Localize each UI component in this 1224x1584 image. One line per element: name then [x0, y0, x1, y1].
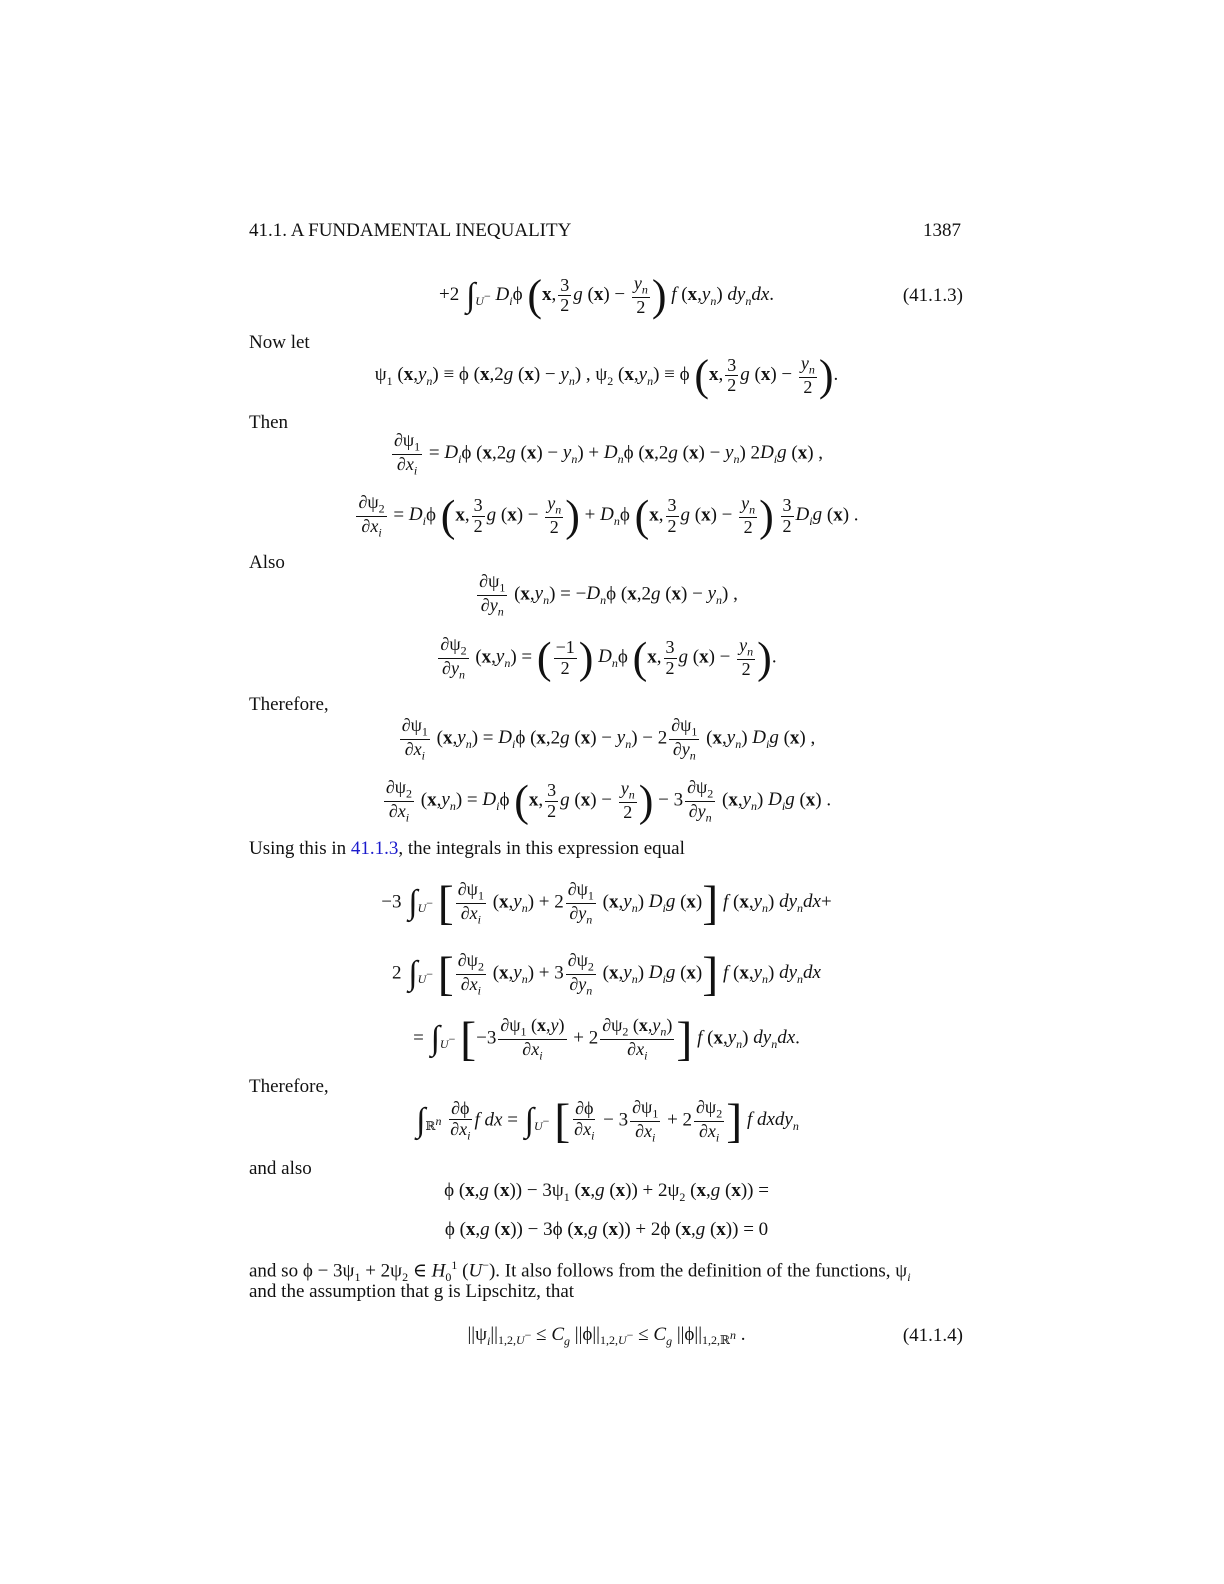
equation-integral-1: −3 $\int_{U^-}$ [ $\frac{\partial\psi_1}{\partial x_i}$ $(x,y_n) + 2$ $\frac{\partial\psi_1}{\partial y_n}$ $(x,y_n)$ $D_ig$ (x)] f $(x,y_n)$ $dy_ndx+$ — [381, 876, 832, 930]
equation-dpsi2-dyn: $\frac{\partial\psi_2}{\partial y_n}$ $(x,y_n)$ = ( $\frac{-1}{2}$ ) $D_n\phi$ (x, $\frac{3}{2}$ g (x) − $\frac{y_n}{2}$ ). — [440, 633, 777, 683]
text-therefore-1: Therefore, — [249, 694, 329, 715]
text-now-let: Now let — [249, 332, 310, 353]
equation-therefore-integral: $\int_{ℝ^n}$ $\frac{\partial\phi}{\partial x_i}$ f dx = $\int_{U^-}$ [ $\frac{\partial\phi}{\partial x_i}$ − 3 $\frac{\partial\psi_1}{\partial x_i}$ + 2 $\frac{\partial\psi_2}{\partial x_i}$ ] f dxdy$_n$ — [416, 1094, 799, 1148]
text-also: Also — [249, 552, 285, 573]
text-and-also: and also — [249, 1158, 312, 1179]
equation-reference-link[interactable]: 41.1.3 — [350, 838, 399, 859]
equation-therefore-psi2: $\frac{\partial\psi_2}{\partial x_i}$ $(x,y_n) = D_i\phi$ (x, $\frac{3}{2}$ g (x) − $\frac{y_n}{2}$ ) − 3 $\frac{\partial\psi_2}{\partial y_n}$ $(x,y_n)$ $D_ig$ (x) . — [385, 776, 832, 826]
equation-psi-definitions: $\psi_1$ $(x,y_n) \equiv \phi$ (x,2g $(x) - y_n$) , $\psi_2$ $(x,y_n) \equiv \phi$ (x, $\frac{3}{2}$ g (x) − $\frac{y_n}{2}$ ). — [374, 351, 839, 401]
text-using-this: Using this in 41.1.3, the integrals in this expression equal — [249, 838, 685, 859]
equation-dpsi1-dyn: $\frac{\partial\psi_1}{\partial y_n}$ $(x,y_n) = -D_n\phi$ (x,2g $(x) - y_n$) , — [479, 570, 738, 619]
text-then: Then — [249, 412, 289, 433]
equation-number: (41.1.3) — [902, 285, 963, 306]
text-lipschitz: and the assumption that g is Lipschitz, that — [249, 1281, 575, 1302]
equation-therefore-psi1: $\frac{\partial\psi_1}{\partial x_i}$ $(x,y_n) = D_i\phi$ (x,2g $(x) - y_n) - 2$ $\frac{\partial\psi_1}{\partial y_n}$ $(x,y_n)$ $D_ig$ (x) , — [401, 714, 816, 763]
equation-boundary-1: ϕ (x,g $(x)) - 3\psi_1$ (x,g $(x)) + 2\psi_2$ (x,g (x)) = — [444, 1179, 769, 1204]
equation-41-1-3: +2 $\int_{U^-}$ $D_i\phi$ (x, $\frac{3}{2}$ g (x) − $\frac{y_n}{2}$ ) f $(x,y_n)$ $dy_ndx$. (41.1.3) — [438, 271, 963, 321]
running-header: 41.1. A FUNDAMENTAL INEQUALITY — [249, 220, 572, 241]
text-and-so: and so $\phi - 3\psi_1 + 2\psi_2$ ∈ $H_0^1$ (U−). It also follows from the definition of the functions, $\psi_i$ — [249, 1258, 911, 1285]
equation-dpsi2-dxi: $\frac{\partial\psi_2}{\partial x_i}$ = $D_i\phi$ (x, $\frac{3}{2}$ g (x) − $\frac{y_n}{2}$ ) + $D_n\phi$ (x, $\frac{3}{2}$ g (x) − $\frac{y_n}{2}$ ) $\frac{3}{2}$ $D_ig$ (x) . — [358, 491, 859, 541]
text-therefore-2: Therefore, — [249, 1076, 329, 1097]
equation-dpsi1-dxi: $\frac{\partial\psi_1}{\partial x_i}$ = $D_i\phi$ (x,2g $(x) - y_n) + D_n\phi$ (x,2g $(x) - y_n$) $2D_ig$ (x) , — [393, 429, 824, 478]
equation-number: (41.1.4) — [902, 1325, 963, 1346]
equation-integral-2: 2 $\int_{U^-}$ [ $\frac{\partial\psi_2}{\partial x_i}$ $(x,y_n) + 3$ $\frac{\partial\psi_2}{\partial y_n}$ $(x,y_n)$ $D_ig$ (x)] f $(x,y_n)$ $dy_ndx$ — [392, 947, 821, 1001]
page-number: 1387 — [923, 220, 961, 241]
equation-boundary-2: ϕ (x,g (x)) − 3ϕ (x,g (x)) + 2ϕ (x,g (x)) = 0 — [444, 1219, 769, 1240]
equation-integral-3: = $\int_{U^-}$ [−3 $\frac{\partial\psi_1 (x,y)}{\partial x_i}$ + 2 $\frac{\partial\psi_2 (x,y_n)}{\partial x_i}$ ] f $(x,y_n)$ $dy_ndx$. — [413, 1012, 800, 1066]
equation-41-1-4: $||\psi_i||_{1,2,U^-} \le C_g$ $||\phi||_{1,2,U^-} \le C_g$ $||\phi||_{1,2,ℝ^n}$ . (41.1.4) — [467, 1323, 963, 1348]
